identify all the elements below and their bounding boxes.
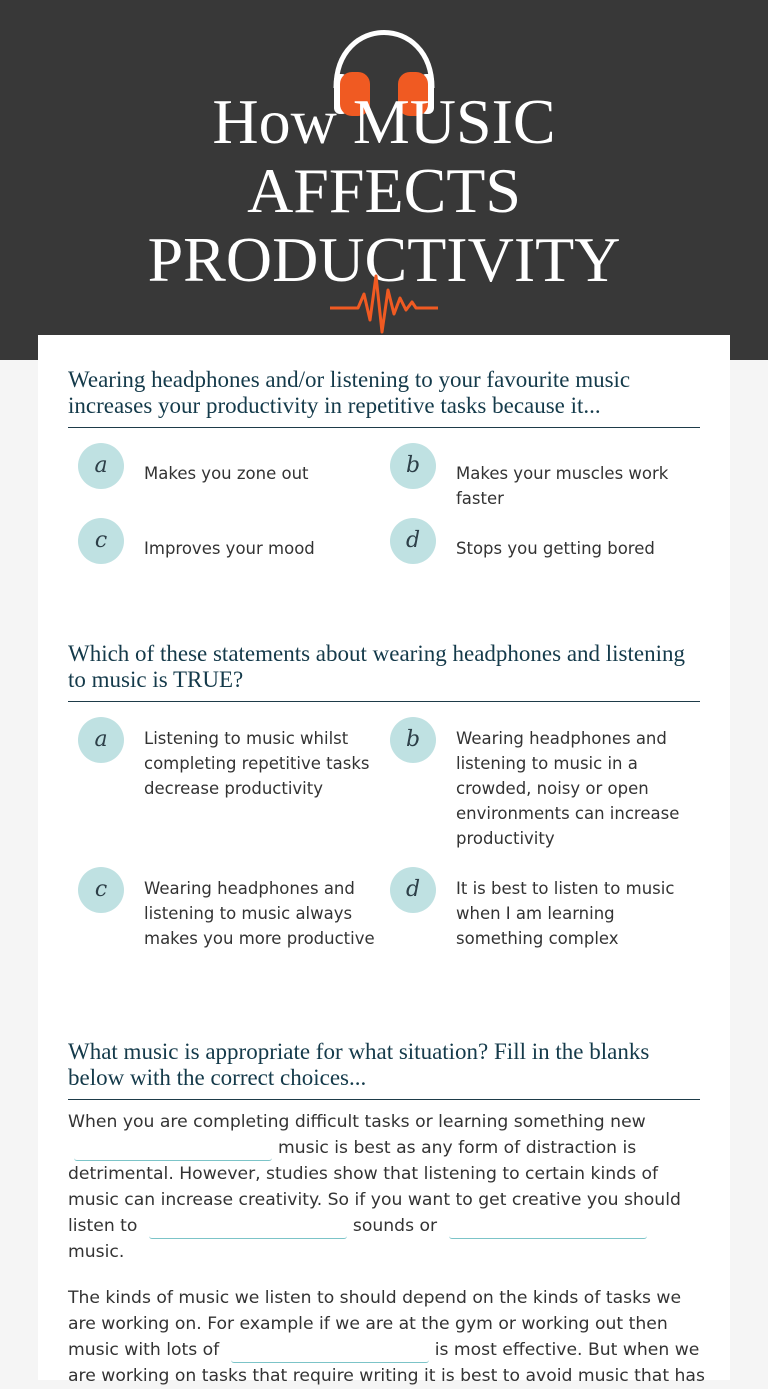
divider [68, 701, 700, 702]
blank-input-3[interactable] [449, 1214, 647, 1239]
option-letter-badge: d [390, 867, 436, 913]
paragraph-text: music. [68, 1242, 125, 1262]
option-letter-badge: b [390, 717, 436, 763]
blank-input-2[interactable] [149, 1214, 347, 1239]
title-line-2: AFFECTS [247, 155, 521, 226]
header-banner [0, 0, 768, 360]
title-line-3: PRODUCTIVITY [147, 224, 621, 295]
option-text: Wearing headphones and listening to music in a crowded, noisy or open environments can increase productivity [456, 729, 680, 848]
option-letter-badge: b [390, 443, 436, 489]
option-text: Wearing headphones and listening to music always makes you more productive [144, 879, 375, 948]
question-3-prompt: What music is appropriate for what situation? Fill in the blanks below with the correct choices... [68, 1039, 650, 1090]
option-text: Makes your muscles work faster [456, 464, 669, 508]
option-text: Stops you getting bored [456, 539, 655, 558]
option-text: It is best to listen to music when I am learning something complex [456, 879, 675, 948]
option-letter-badge: c [78, 867, 124, 913]
blank-input-1[interactable] [74, 1136, 272, 1161]
worksheet-card [38, 335, 730, 1386]
divider [68, 1099, 700, 1100]
fill-paragraph-2 [68, 1285, 706, 1389]
paragraph-text: sounds or [352, 1216, 438, 1236]
option-text: Improves your mood [144, 539, 315, 558]
option-letter-badge: a [78, 717, 124, 763]
paragraph-text: music is best as any form of distraction is detrimental. However, studies show that listening to certain kinds of music can increase creativity. So if you want to get creative you should listen to [68, 1138, 681, 1236]
paragraph-text: The kinds of music we listen to should depend on the kinds of tasks we are working on. For example if we are at the gym or working out then music with lots of [68, 1288, 682, 1360]
option-letter-badge: d [390, 518, 436, 564]
option-letter-badge: a [78, 443, 124, 489]
divider [68, 427, 700, 428]
title-line-1: How MUSIC [212, 86, 556, 157]
option-letter-badge: c [78, 518, 124, 564]
option-text: Makes you zone out [144, 464, 309, 483]
question-1-prompt: Wearing headphones and/or listening to your favourite music increases your productivity in repetitive tasks because it... [68, 367, 631, 418]
paragraph-text: is most effective. But when we are working on tasks that require writing it is best to avoid music that has [68, 1340, 705, 1386]
blank-input-4[interactable] [231, 1338, 429, 1363]
fill-paragraph-1 [68, 1109, 706, 1265]
heartbeat-icon [328, 270, 440, 336]
option-text: Listening to music whilst completing repetitive tasks decrease productivity [144, 729, 370, 798]
question-2-prompt: Which of these statements about wearing headphones and listening to music is TRUE? [68, 641, 685, 692]
paragraph-text: When you are completing difficult tasks or learning something new [68, 1112, 646, 1132]
